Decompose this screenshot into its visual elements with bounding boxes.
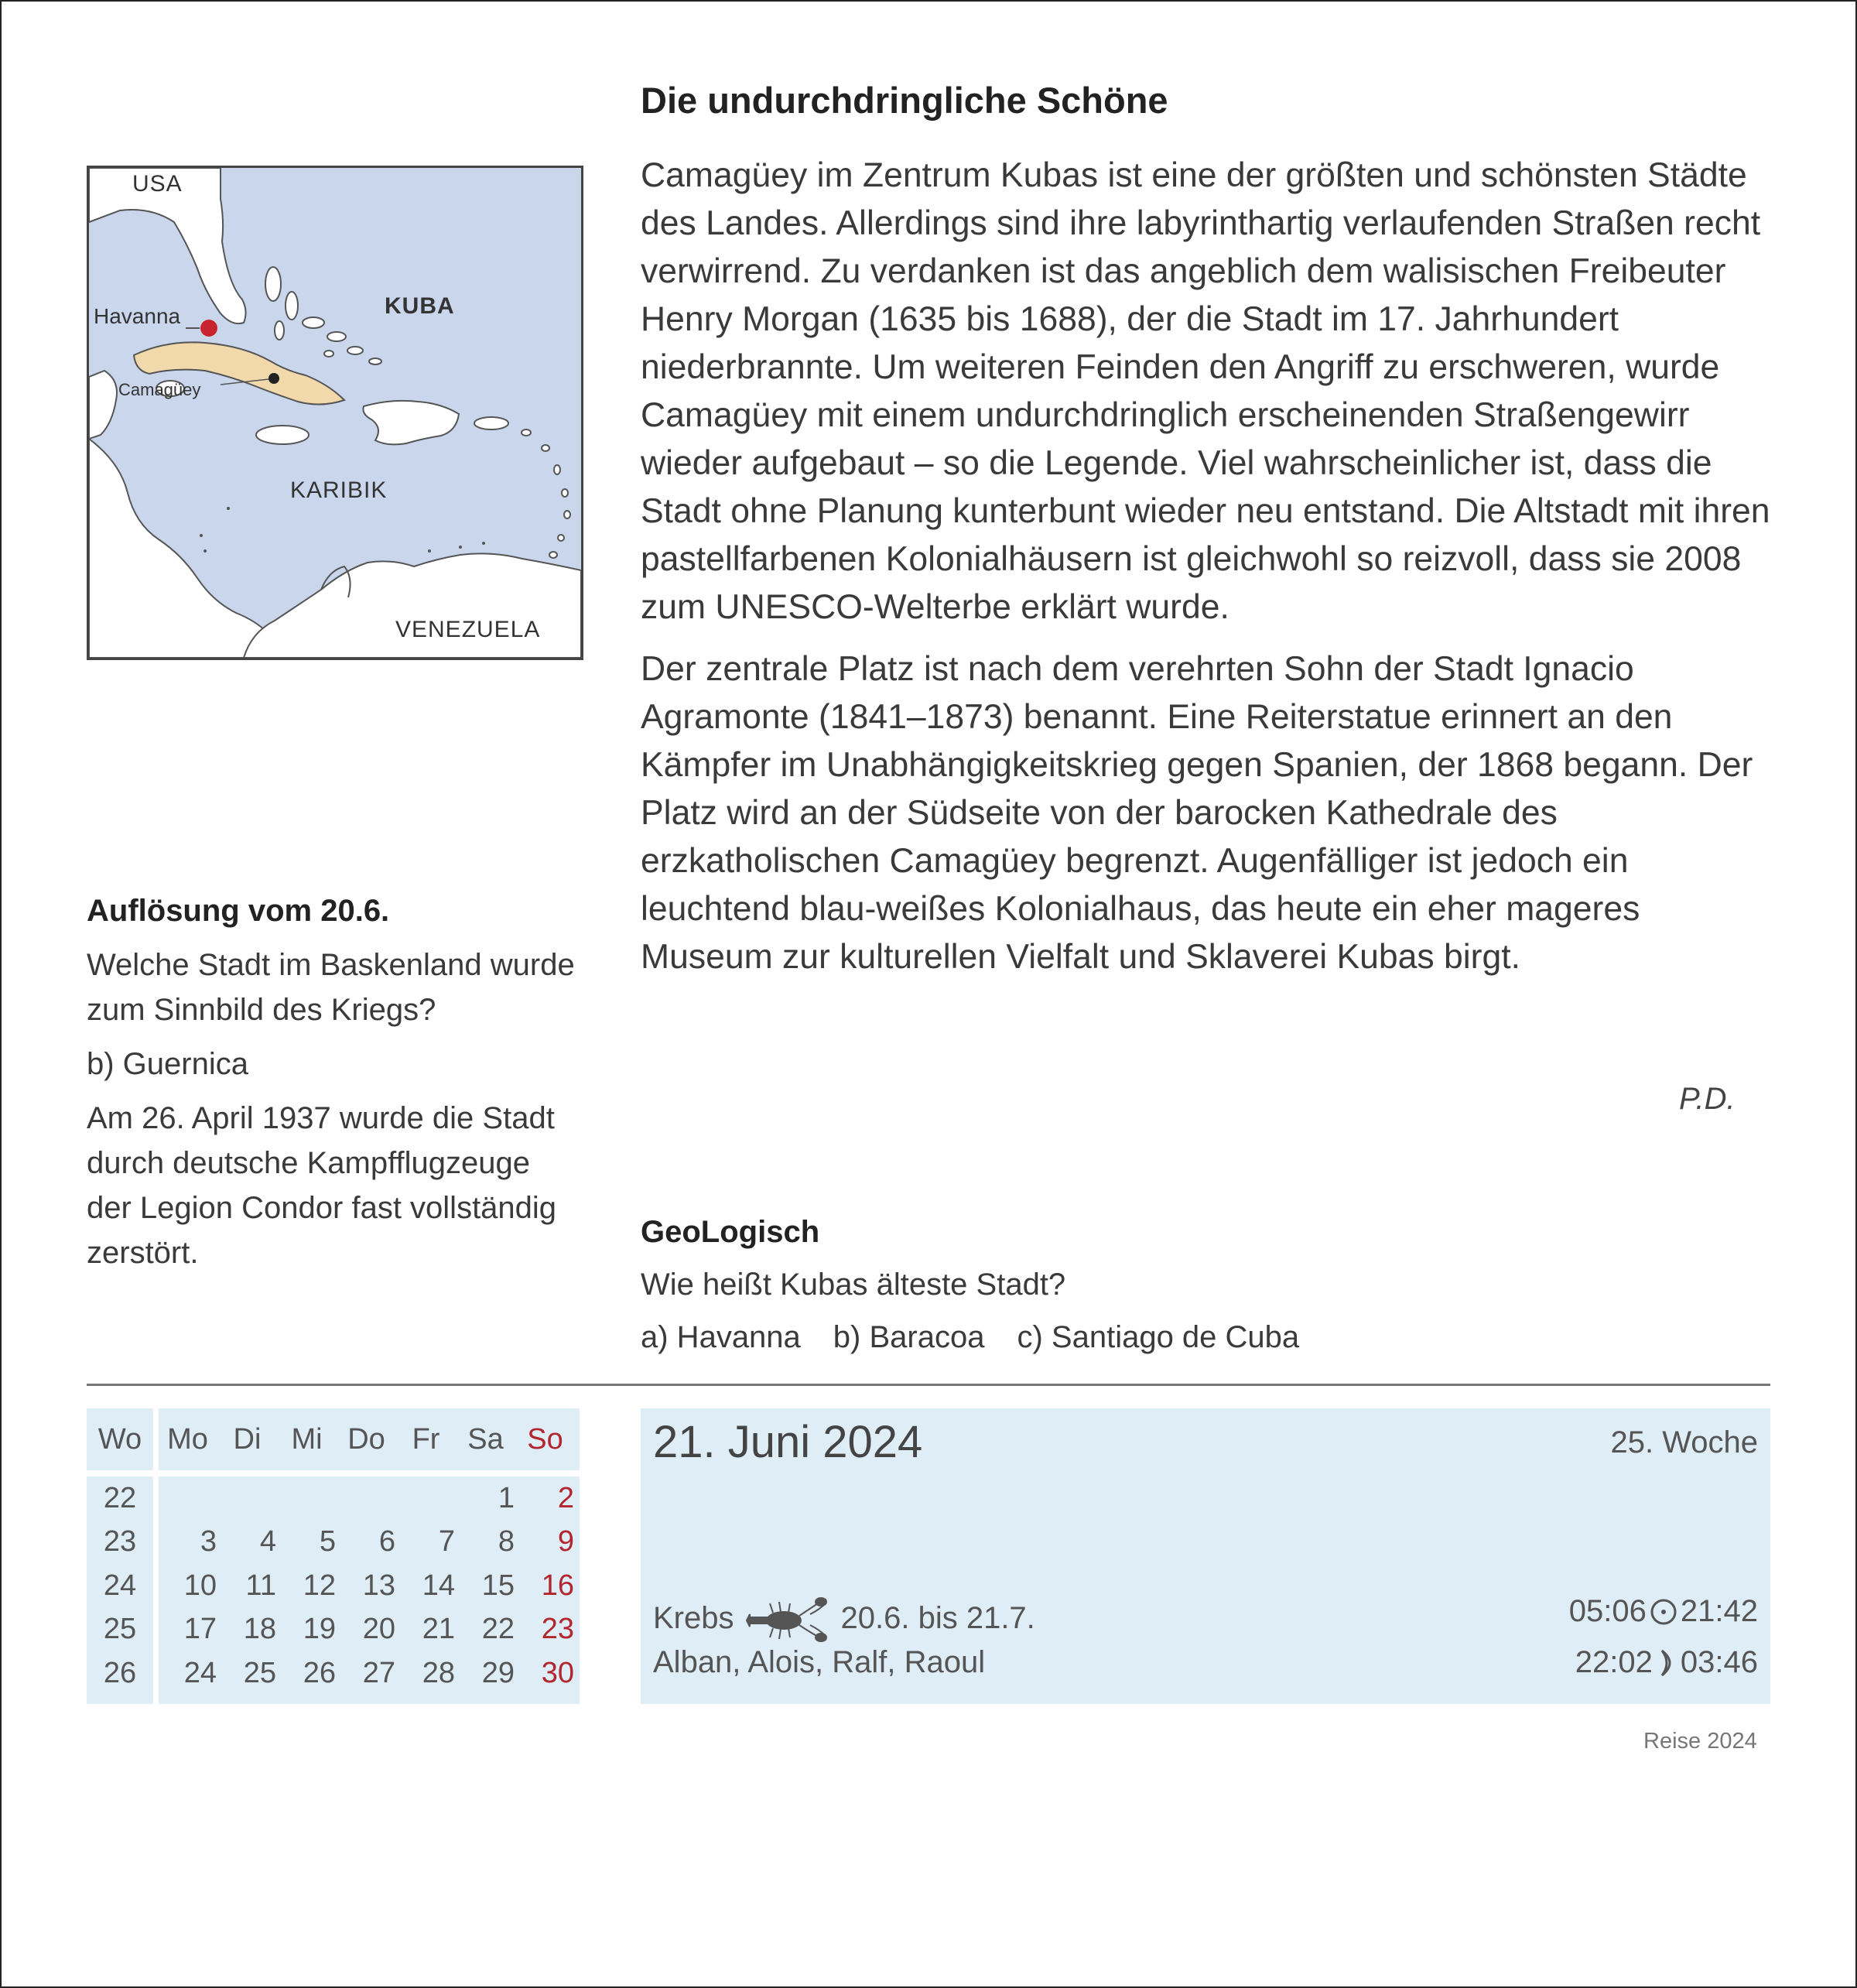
calendar-day: 21 — [422, 1613, 455, 1646]
calendar-day — [337, 1476, 397, 1521]
havanna-marker — [200, 320, 217, 337]
calendar-day-header: Di — [233, 1422, 262, 1456]
solution-question: Welche Stadt im Baskenland wurde zum Sinnbild des Kriegs? — [87, 948, 575, 1027]
calendar-row — [87, 1651, 576, 1695]
calendar-day: 10 — [183, 1569, 217, 1602]
calendar-day — [218, 1476, 278, 1521]
map-label-usa: USA — [132, 171, 183, 197]
calendar-day: 3 — [200, 1525, 217, 1559]
calendar-row — [87, 1476, 576, 1521]
calendar-day-header: Mi — [291, 1422, 323, 1456]
map-label-camaguey: Camagüey — [118, 380, 201, 399]
calendar-row — [87, 1521, 576, 1565]
calendar-row — [87, 1470, 576, 1476]
calendar-day: 29 — [481, 1656, 515, 1689]
calendar-day-header: Mo — [167, 1422, 208, 1456]
quiz-answer-a: a) Havanna — [641, 1320, 801, 1354]
calendar-row — [87, 1608, 576, 1652]
calendar-week-number: 26 — [103, 1656, 137, 1689]
zodiac-line — [653, 1593, 1035, 1644]
calendar-week-number: 25 — [103, 1613, 137, 1646]
quiz-question: Wie heißt Kubas älteste Stadt? — [641, 1268, 1066, 1302]
calendar-day — [278, 1476, 337, 1521]
quiz-answer-c: c) Santiago de Cuba — [1017, 1320, 1300, 1354]
calendar-header-row — [87, 1408, 576, 1470]
sunset-time: 21:42 — [1680, 1594, 1758, 1628]
map-label-kuba: KUBA — [385, 293, 455, 319]
moonrise-time: 22:02 — [1575, 1645, 1653, 1679]
moon-icon — [1654, 1648, 1679, 1678]
calendar-day-sunday: 9 — [557, 1525, 574, 1559]
moon-times — [1575, 1645, 1758, 1680]
quiz-answer-b: b) Baracoa — [833, 1320, 985, 1354]
sun-times — [1569, 1594, 1758, 1629]
calendar-day-sunday: 2 — [557, 1481, 574, 1514]
day-panel — [641, 1408, 1770, 1704]
calendar-day: 7 — [438, 1525, 455, 1559]
calendar-day: 8 — [498, 1525, 515, 1559]
article-body — [641, 152, 1770, 995]
calendar-day: 12 — [303, 1569, 336, 1602]
caribbean-map — [87, 166, 583, 660]
calendar-table — [87, 1408, 576, 1695]
calendar-day: 5 — [319, 1525, 336, 1559]
calendar-week-number: 22 — [103, 1481, 137, 1514]
quiz-answers — [641, 1320, 1299, 1355]
calendar-day: 24 — [183, 1656, 217, 1689]
sunrise-time: 05:06 — [1568, 1594, 1647, 1628]
cancer-crayfish-icon — [745, 1593, 830, 1644]
day-date: 21. Juni 2024 — [653, 1417, 923, 1467]
calendar-row — [87, 1564, 576, 1608]
map-graphic — [89, 168, 581, 658]
calendar-day: 25 — [243, 1656, 276, 1689]
calendar-day — [159, 1476, 218, 1521]
month-calendar — [87, 1408, 580, 1704]
calendar-day: 28 — [422, 1656, 455, 1689]
footer-label: Reise 2024 — [1643, 1729, 1757, 1754]
calendar-day: 20 — [362, 1613, 395, 1646]
solution-title: Auflösung vom 20.6. — [87, 894, 390, 928]
article-title: Die undurchdringliche Schöne — [641, 80, 1168, 121]
moonset-time: 03:46 — [1680, 1645, 1758, 1679]
calendar-day: 27 — [362, 1656, 395, 1689]
solution-explanation: Am 26. April 1937 wurde die Stadt durch deutsche Kampfflugzeuge der Legion Condor fast vollständig zerstört. — [87, 1101, 557, 1270]
calendar-day: 19 — [303, 1613, 336, 1646]
sun-icon — [1648, 1596, 1679, 1627]
calendar-day: 17 — [183, 1613, 217, 1646]
map-label-venezuela: VENEZUELA — [395, 617, 541, 642]
calendar-day: 26 — [303, 1656, 336, 1689]
calendar-day: 11 — [245, 1569, 276, 1602]
calendar-day: 18 — [243, 1613, 276, 1646]
calendar-week-number: 23 — [103, 1525, 137, 1559]
calendar-day: 4 — [259, 1525, 276, 1559]
solution-body — [87, 943, 582, 1285]
calendar-day-header: Fr — [412, 1422, 440, 1456]
article-paragraph: Camagüey im Zentrum Kubas ist eine der größten und schönsten Städte des Landes. Allerdings sind ihre labyrinthartig verlaufenden Straßen recht verwirrend. Zu verdanken ist das angeblich dem walisischen Freibeuter Henry Morgan (1635 bis 1688), der die Stadt im 17. Jahrhundert niederbrannte. Um weiteren Feinden den Angriff zu erschweren, wurde Camagüey mit einem undurchdringlich erscheinenden Straßengewirr wieder aufgebaut – so die Legende. Viel wahrscheinlicher ist, dass die Stadt ohne Planung kunterbunt wieder neu entstand. Die Altstadt mit ihren pastellfarbenen Kolonialhäusern ist gleichwohl so reizvoll, dass sie 2008 zum UNESCO-Welterbe erklärt wurde. — [641, 156, 1770, 626]
calendar-day: 15 — [481, 1569, 515, 1602]
calendar-day-header: Sa — [467, 1422, 504, 1456]
map-label-havanna: Havanna — [94, 304, 181, 328]
calendar-day-sunday: 23 — [541, 1613, 574, 1646]
calendar-day-sunday: 16 — [541, 1569, 574, 1602]
zodiac-range: 20.6. bis 21.7. — [840, 1600, 1035, 1635]
map-label-karibik: KARIBIK — [290, 477, 388, 503]
zodiac-sign: Krebs — [653, 1600, 734, 1635]
name-days: Alban, Alois, Ralf, Raoul — [653, 1645, 986, 1679]
calendar-day-sunday: 30 — [541, 1656, 574, 1689]
day-week-number: 25. Woche — [1610, 1425, 1758, 1459]
calendar-day — [397, 1476, 457, 1521]
camaguey-marker — [268, 373, 279, 384]
calendar-day: 1 — [498, 1481, 515, 1514]
calendar-day-header: Do — [347, 1422, 385, 1456]
calendar-day: 13 — [362, 1569, 395, 1602]
calendar-week-header: Wo — [97, 1422, 142, 1456]
quiz-title: GeoLogisch — [641, 1215, 820, 1249]
calendar-day: 14 — [422, 1569, 455, 1602]
section-divider — [87, 1384, 1770, 1386]
article-paragraph: Der zentrale Platz ist nach dem verehrten Sohn der Stadt Ignacio Agramonte (1841–1873) benannt. Eine Reiterstatue erinnert an den Kämpfer im Unabhängigkeitskrieg gegen Spanien, der 1868 begann. Der Platz wird an der Südseite von der barocken Kathedrale des erzkatholischen Camagüey begrenzt. Augenfälliger ist jedoch ein leuchtend blau-weißes Kolonialhaus, das heute ein eher mageres Museum zur kulturellen Vielfalt und Sklaverei Kubas birgt. — [641, 650, 1753, 976]
article-author: P.D. — [1679, 1082, 1736, 1116]
calendar-day-header-sunday: So — [527, 1422, 563, 1456]
solution-answer: b) Guernica — [87, 1047, 248, 1081]
calendar-week-number: 24 — [103, 1569, 137, 1602]
calendar-day: 22 — [481, 1613, 515, 1646]
calendar-day: 6 — [378, 1525, 395, 1559]
